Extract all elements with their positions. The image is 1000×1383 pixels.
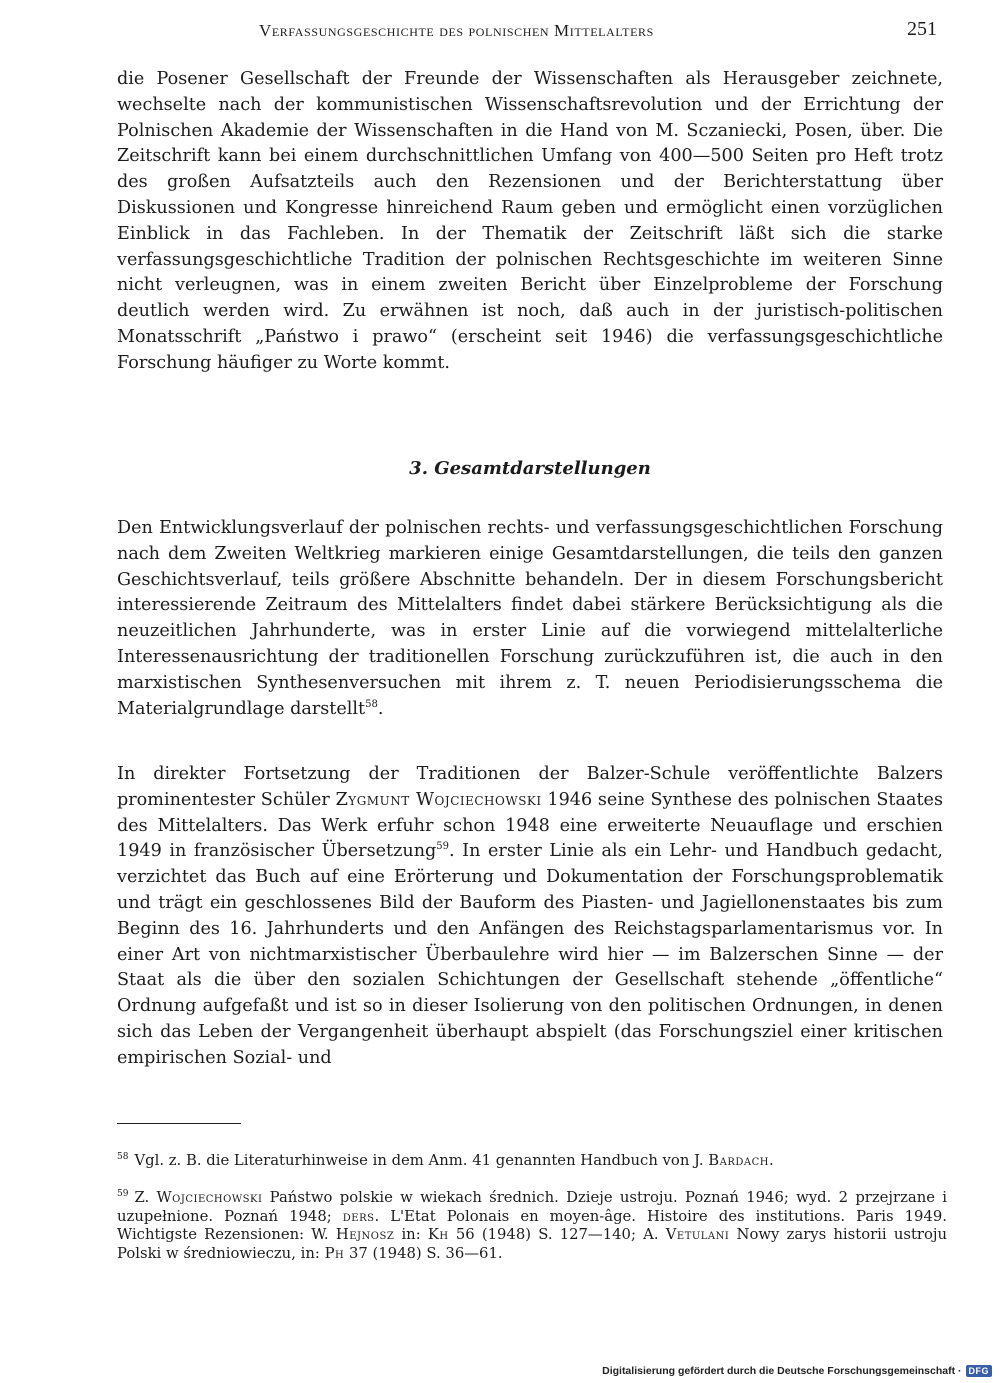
footnote-divider <box>117 1123 241 1124</box>
footnote-ref-58[interactable]: 58 <box>365 698 378 710</box>
footnote-58 <box>117 1152 947 1171</box>
page-header <box>117 18 943 44</box>
footnote-text: 37 (1948) S. 36—61. <box>344 1244 503 1262</box>
digitization-credit <box>602 1365 992 1377</box>
page-number: 251 <box>907 18 937 40</box>
paragraph-1: die Posener Gesellschaft der Freunde der Wissenschaften als Herausgeber zeichnete, wechselte nach der kommunistischen Wissenschaftsrevolution und der Errichtung der Polnischen Akademie der Wissenschaften in die Hand von M. Sczaniecki, Posen, über. Die Zeitschrift kann bei einem durchschnittlichen Umfang von 400—500 Seiten pro Heft trotz des großen Aufsatzteils auch den Rezensionen und der Berichterstattung über Diskussionen und Kongresse hinreichend Raum geben und ermöglicht einen vorzüglichen Einblick in das Fachleben. In der Thematik der Zeitschrift läßt sich die starke verfassungsgeschichtliche Tradition der polnischen Rechtsgeschichte im weiteren Sinne nicht verleugnen, was in einem zweiten Bericht über Einzelprobleme der Forschung deutlich werden wird. Zu erwähnen ist noch, daß auch in der juristisch-politischen Monatsschrift „Państwo i prawo“ (erscheint seit 1946) die verfassungsgeschichtliche Forschung häufiger zu Worte kommt. <box>117 69 943 373</box>
footnote-text: 56 (1948) S. 127—140; A. <box>448 1226 666 1244</box>
dfg-logo: DFG <box>966 1365 993 1377</box>
footnote-author: Bardach <box>708 1152 769 1169</box>
paragraph-3 <box>117 762 943 1072</box>
journal-abbr: Ph <box>324 1244 345 1262</box>
footnote-ref-59[interactable]: 59 <box>436 841 450 853</box>
paragraph-2 <box>117 516 943 722</box>
footnote-mark: 59 <box>117 1189 129 1200</box>
footnote-text: Z. <box>134 1189 157 1206</box>
footnote-text: . L'Etat Polonais en moyen-âge. Histoire des institutions. Paris 1949. Wichtigste Rezensionen: W. <box>117 1207 947 1244</box>
footnote-text: in: <box>394 1226 428 1244</box>
footnote-author: ders <box>342 1207 375 1225</box>
footnote-author: Wojciechowski <box>156 1189 263 1206</box>
section-heading: 3. Gesamtdarstellungen <box>409 458 651 479</box>
running-title: Verfassungsgeschichte des polnischen Mittelalters <box>259 21 654 40</box>
paragraph-2-end: . <box>377 698 384 719</box>
footnote-text: . <box>769 1152 774 1169</box>
footnote-mark: 58 <box>117 1152 129 1163</box>
paragraph-2-text: Den Entwicklungsverlauf der polnischen rechts- und verfassungsgeschichtlichen Forschung nach dem Zweiten Weltkrieg markieren einige Gesamtdarstellungen, die teils den ganzen Geschichtsverlauf, teils größere Abschnitte behandeln. Der in diesem Forschungsbericht interessierende Zeitraum des Mittelalters findet dabei stärkere Berücksichtigung als die neuzeitlichen Jahrhunderte, was in erster Linie auf die vorwiegend mittelalterliche Interessenausrichtung der traditionellen Forschung zurückzuführen ist, die auch in den marxistischen Synthesenversuchen mit ihrem z. T. neuen Periodisierungsschema die Materialgrundlage darstellt <box>117 518 943 719</box>
footnote-author: Vetulani <box>665 1226 730 1244</box>
paragraph-3-part1: In direkter Fortsetzung der Traditionen der Balzer-Schule veröffentlichte Balzers prominentester Schüler <box>117 764 943 810</box>
footnote-text: Nowy zarys historii ustroju Polski w średniowieczu, in: <box>117 1226 947 1262</box>
paragraph-3-part3: . In erster Linie als ein Lehr- und Handbuch gedacht, verzichtet das Buch auf eine Erörterung und Dokumentation der Forschungsproblematik und trägt ein geschlossenes Bild der Bauform des Piasten- und Jagiellonenstaates bis zum Beginn des 16. Jahrhunderts und den Anfängen des Reichstagsparlamentarismus vor. In einer Art von nichtmarxistischer Überbaulehre wird hier — im Balzerschen Sinne — der Staat als die über den sozialen Schichtungen der Gesellschaft stehende „öffentliche“ Ordnung aufgefaßt und ist so in dieser Isolierung von den politischen Ordnungen, in denen sich das Leben der Vergangenheit überhaupt abspielt (das Forschungsziel einer kritischen empirischen Sozial- und <box>117 841 943 1068</box>
author-name: Zygmunt Wojciechowski <box>335 789 542 810</box>
footnote-text: Państwo polskie w wiekach średnich. Dzieje ustroju. Poznań 1946; wyd. 2 przejrzane i uzupełnione. Poznań 1948; <box>117 1189 947 1225</box>
footnote-author: Hejnosz <box>335 1226 395 1244</box>
paragraph-3-part2: 1946 seine Synthese des polnischen Staates des Mittelalters. Das Werk erfuhr schon 1948 eine erweiterte Neuauflage und erschien 1949 in französischer Übersetzung <box>117 789 943 862</box>
footnote-59 <box>117 1189 947 1263</box>
credit-text: Digitalisierung gefördert durch die Deutsche Forschungsgemeinschaft · <box>602 1365 962 1377</box>
footnote-text: Vgl. z. B. die Literaturhinweise in dem Anm. 41 genannten Handbuch von J. <box>134 1152 709 1169</box>
journal-abbr: Kh <box>427 1226 449 1244</box>
